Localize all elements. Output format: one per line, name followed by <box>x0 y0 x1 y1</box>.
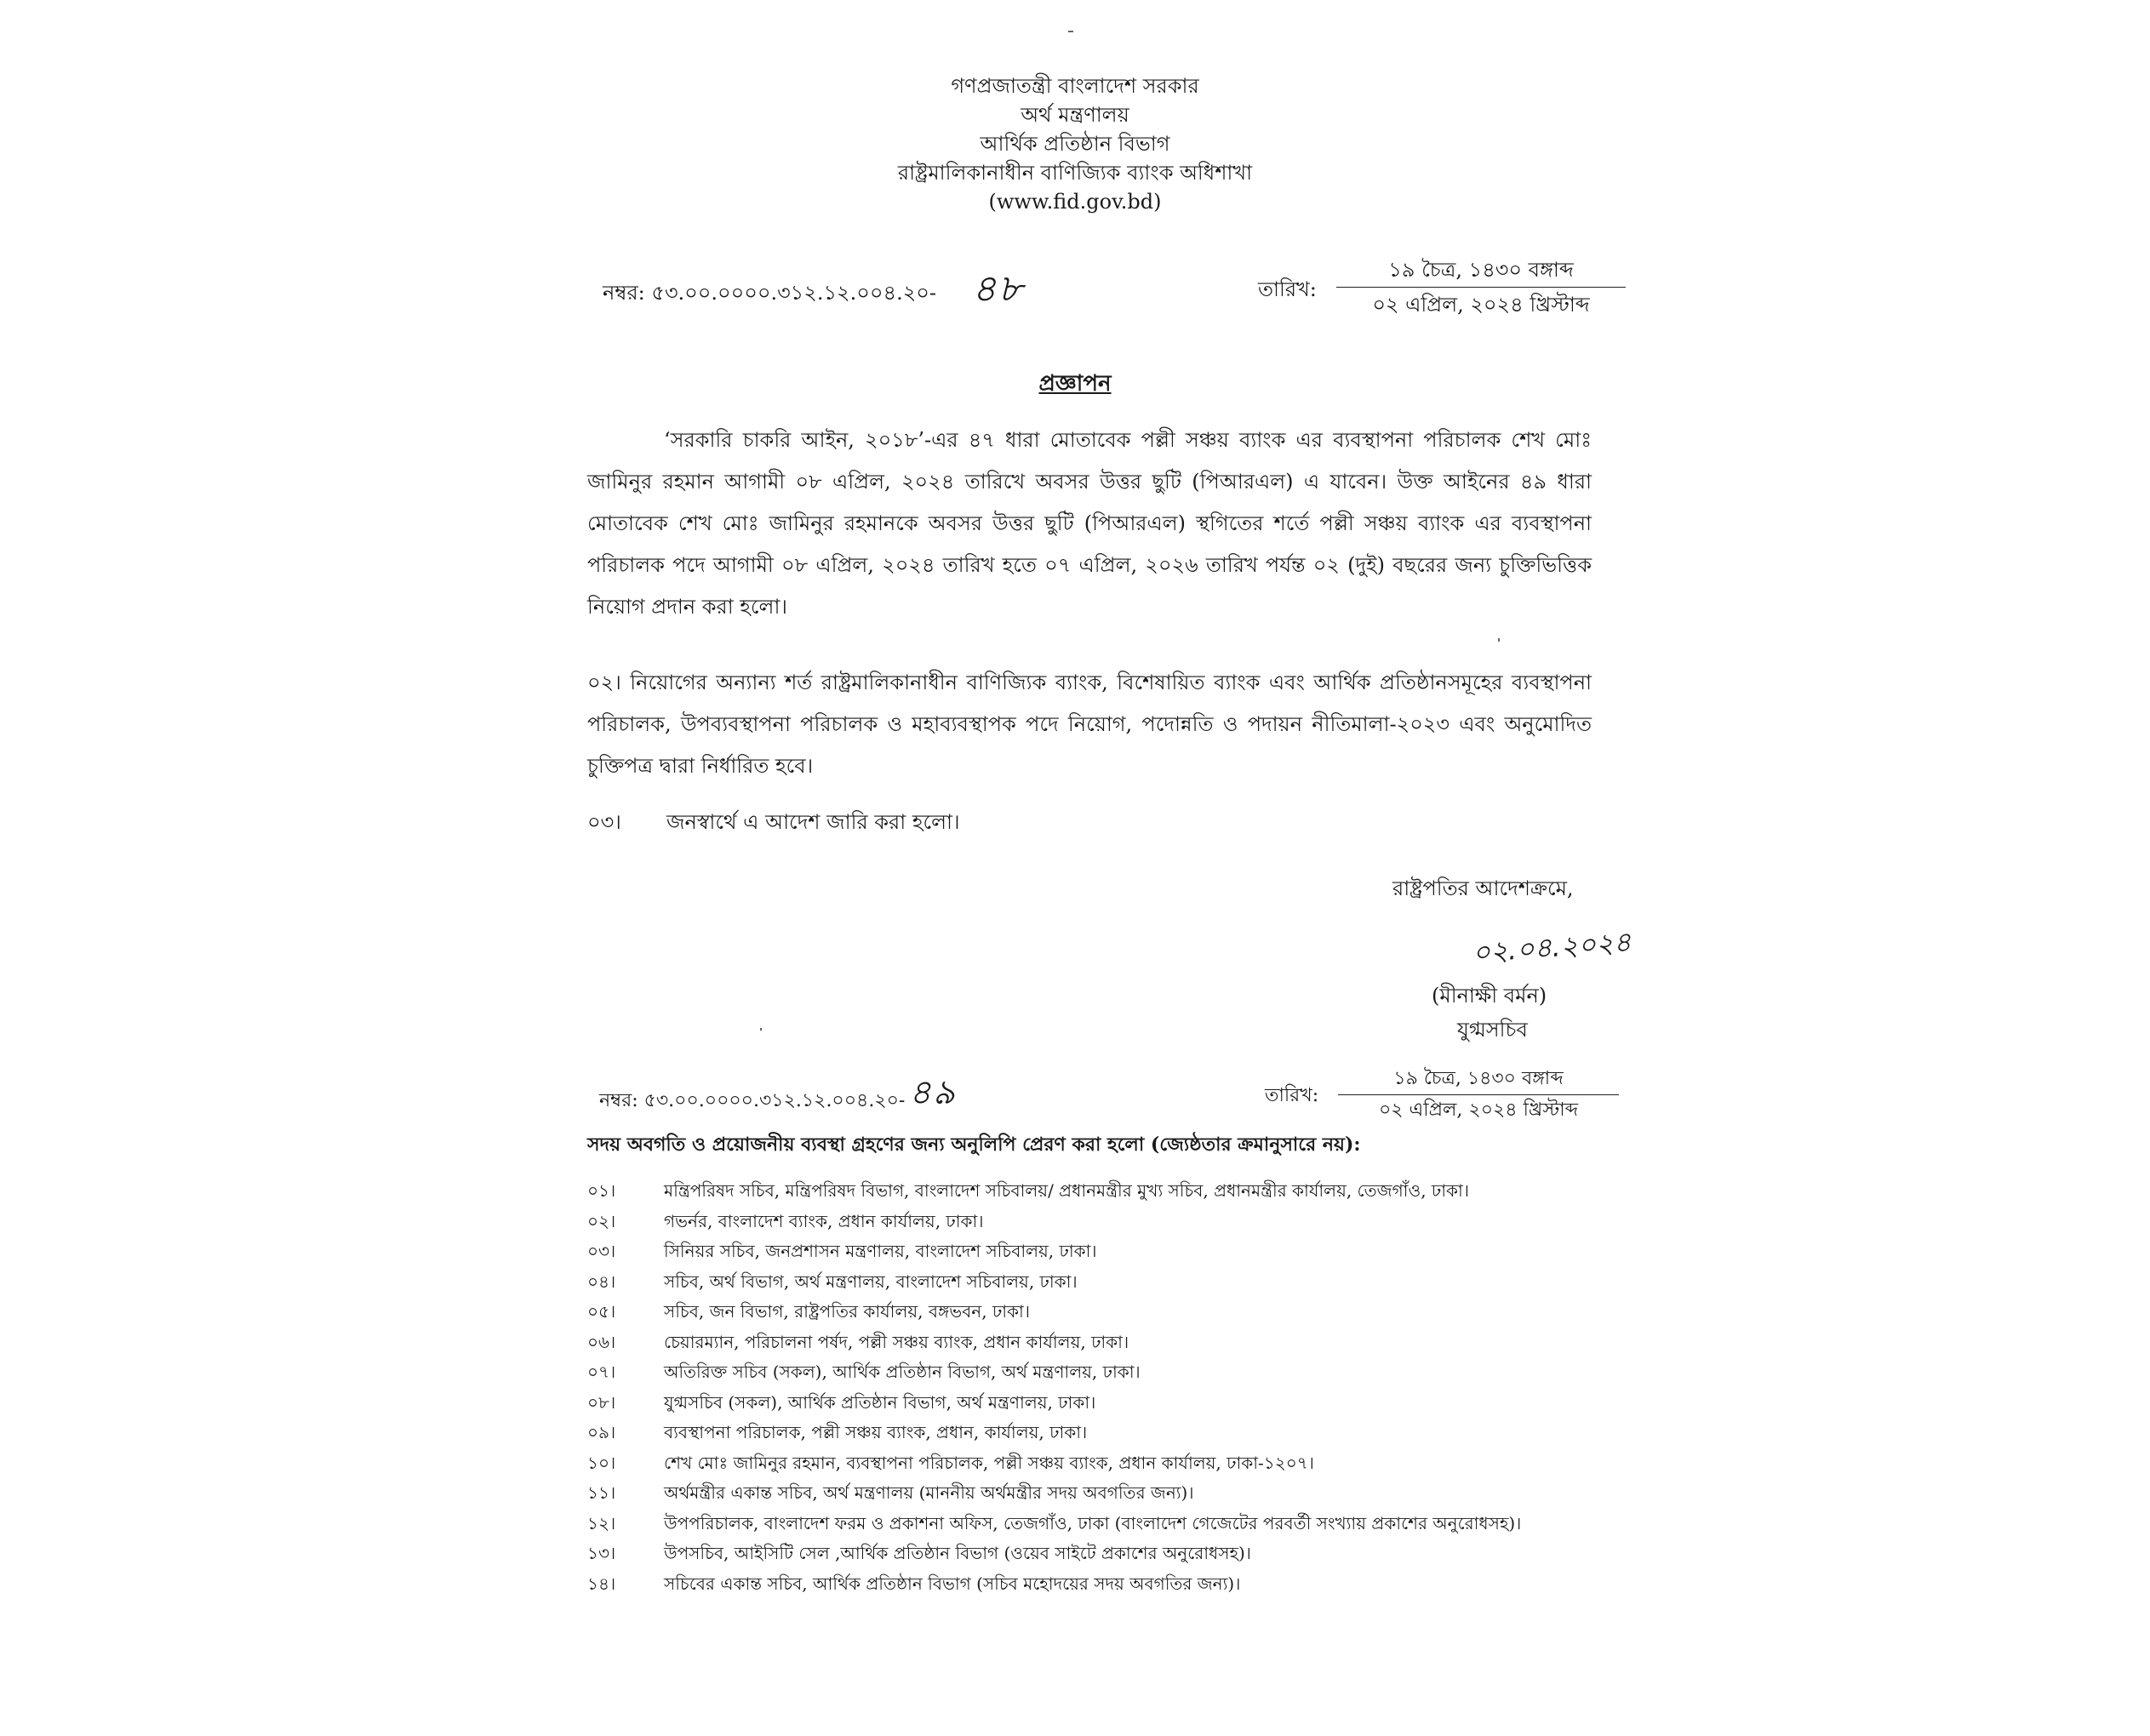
memo-date-english: ০২ এপ্রিল, ২০২৪ খ্রিস্টাব্দ <box>1372 293 1590 317</box>
header-division: আর্থিক প্রতিষ্ঠান বিভাগ <box>980 132 1170 156</box>
list-item-text: মন্ত্রিপরিষদ সচিব, মন্ত্রিপরিষদ বিভাগ, বাংলাদেশ সচিবালয়/ প্রধানমন্ত্রীর মুখ্য সচিব, প্রধানমন্ত্রীর কার্যালয়, তেজগাঁও, ঢাকা। <box>664 1180 1469 1201</box>
scan-mark <box>1068 31 1073 32</box>
copy-distribution-heading: সদয় অবগতি ও প্রয়োজনীয় ব্যবস্থা গ্রহণের জন্য অনুলিপি প্রেরণ করা হলো (জ্যেষ্ঠতার ক্রমানুসারে নয়): <box>587 1134 1361 1156</box>
paragraph-order-number: ০৩। <box>587 810 621 834</box>
copy-distribution-list <box>587 1176 1694 1599</box>
list-item <box>587 1478 1694 1509</box>
list-item-text: সিনিয়র সচিব, জনপ্রশাসন মন্ত্রণালয়, বাংলাদেশ সচিবালয়, ঢাকা। <box>664 1241 1097 1261</box>
list-item-number: ০৯। <box>587 1422 616 1442</box>
list-item-number: ১০। <box>587 1452 616 1473</box>
list-item-text: অতিরিক্ত সচিব (সকল), আর্থিক প্রতিষ্ঠান বিভাগ, অর্থ মন্ত্রণালয়, ঢাকা। <box>664 1362 1141 1382</box>
list-item-text: চেয়ারম্যান, পরিচালনা পর্ষদ, পল্লী সঞ্চয় ব্যাংক, প্রধান কার্যালয়, ঢাকা। <box>664 1331 1129 1352</box>
copy-memo-number-handwritten: ৪৯ <box>909 1073 957 1112</box>
list-item-text: অর্থমন্ত্রীর একান্ত সচিব, অর্থ মন্ত্রণালয় (মাননীয় অর্থমন্ত্রীর সদয় অবগতির জন্য)। <box>664 1482 1194 1503</box>
list-item-number: ০২। <box>587 1210 616 1231</box>
list-item-number: ১৪। <box>587 1573 616 1594</box>
list-item <box>587 1328 1694 1358</box>
header-government: গণপ্রজাতন্ত্রী বাংলাদেশ সরকার <box>951 74 1199 98</box>
copy-date-bangla: ১৯ চৈত্র, ১৪৩০ বঙ্গাব্দ <box>1393 1068 1564 1089</box>
memo-date-label: তারিখ: <box>1258 277 1317 301</box>
list-item <box>587 1297 1694 1328</box>
scan-mark <box>760 1028 762 1031</box>
list-item-text: উপপরিচালক, বাংলাদেশ ফরম ও প্রকাশনা অফিস, তেজগাঁও, ঢাকা (বাংলাদেশ গেজেটের পরবর্তী সংখ্যায় প্রকাশের অনুরোধসহ)। <box>664 1512 1522 1533</box>
list-item-text: সচিব, অর্থ বিভাগ, অর্থ মন্ত্রণালয়, বাংলাদেশ সচিবালয়, ঢাকা। <box>664 1271 1078 1292</box>
list-item <box>587 1569 1694 1600</box>
signatory-name: (মীনাক্ষী বর্মন) <box>1432 984 1547 1008</box>
list-item-text: শেখ মোঃ জামিনুর রহমান, ব্যবস্থাপনা পরিচালক, পল্লী সঞ্চয় ব্যাংক, প্রধান কার্যালয়, ঢাকা-১২০৭। <box>664 1452 1314 1473</box>
list-item-text: গভর্নর, বাংলাদেশ ব্যাংক, প্রধান কার্যালয়, ঢাকা। <box>664 1210 984 1231</box>
scan-mark <box>1498 638 1500 642</box>
list-item-number: ১৩। <box>587 1543 616 1563</box>
list-item <box>587 1539 1694 1569</box>
memo-date-bangla: ১৯ চৈত্র, ১৪৩০ বঙ্গাব্দ <box>1388 258 1574 282</box>
memo-date <box>1336 253 1626 322</box>
copy-date-english: ০২ এপ্রিল, ২০২৪ খ্রিস্টাব্দ <box>1378 1099 1579 1121</box>
presidential-order-line: রাষ্ট্রপতির আদেশক্রমে, <box>1392 877 1574 900</box>
list-item-number: ০৪। <box>587 1271 616 1292</box>
list-item-number: ০৬। <box>587 1331 616 1352</box>
list-item <box>587 1418 1694 1448</box>
list-item-text: সচিব, জন বিভাগ, রাষ্ট্রপতির কার্যালয়, বঙ্গভবন, ঢাকা। <box>664 1301 1030 1322</box>
list-item <box>587 1388 1694 1419</box>
list-item <box>587 1236 1694 1267</box>
list-item-number: ০৫। <box>587 1301 616 1322</box>
list-item-number: ০১। <box>587 1180 616 1201</box>
header-wing: রাষ্ট্রমালিকানাধীন বাণিজ্যিক ব্যাংক অধিশাখা <box>897 161 1253 185</box>
copy-memo-number-label: নম্বর: ৫৩.০০.০০০০.৩১২.১২.০০৪.২০- <box>599 1090 906 1111</box>
memo-number <box>603 277 936 311</box>
list-item <box>587 1509 1694 1539</box>
list-item <box>587 1207 1694 1237</box>
list-item-number: ০৩। <box>587 1241 616 1261</box>
list-item <box>587 1176 1694 1207</box>
page-title: প্রজ্ঞাপন <box>1038 371 1112 397</box>
list-item <box>587 1448 1694 1479</box>
list-item <box>587 1267 1694 1298</box>
paragraph-order: জনস্বার্থে এ আদেশ জারি করা হলো। <box>666 810 960 834</box>
signature-initial-date: ০২.০৪.২০২৪ <box>1471 925 1633 969</box>
list-item-number: ১২। <box>587 1512 616 1533</box>
header-website: (www.fid.gov.bd) <box>988 190 1162 214</box>
header-ministry: অর্থ মন্ত্রণালয় <box>1021 103 1129 127</box>
document-header <box>0 71 2150 216</box>
paragraph-conditions: ০২। নিয়োগের অন্যান্য শর্ত রাষ্ট্রমালিকানাধীন বাণিজ্যিক ব্যাংক, বিশেষায়িত ব্যাংক এবং আর্থিক প্রতিষ্ঠানসমূহের ব্যবস্থাপনা পরিচালক, উপব্যবস্থাপনা পরিচালক ও মহাব্যবস্থাপক পদে নিয়োগ, পদোন্নতি ও পদায়ন নীতিমালা-২০২৩ এবং অনুমোদিত চুক্তিপত্র দ্বারা নির্ধারিত হবে। <box>587 671 1592 778</box>
list-item <box>587 1357 1694 1388</box>
memo-number-label: নম্বর: ৫৩.০০.০০০০.৩১২.১২.০০৪.২০- <box>603 281 937 305</box>
signatory-designation: যুগ্মসচিব <box>1457 1018 1528 1042</box>
copy-date <box>1338 1064 1619 1126</box>
copy-date-label: তারিখ: <box>1265 1085 1319 1106</box>
list-item-number: ০৮। <box>587 1391 616 1413</box>
list-item-text: যুগ্মসচিব (সকল), আর্থিক প্রতিষ্ঠান বিভাগ, অর্থ মন্ত্রণালয়, ঢাকা। <box>664 1391 1096 1413</box>
list-item-number: ০৭। <box>587 1362 616 1382</box>
memo-number-handwritten: ৪৮ <box>972 267 1025 311</box>
list-item-number: ১১। <box>587 1482 616 1503</box>
list-item-text: সচিবের একান্ত সচিব, আর্থিক প্রতিষ্ঠান বিভাগ (সচিব মহোদয়ের সদয় অবগতির জন্য)। <box>664 1573 1241 1594</box>
list-item-text: ব্যবস্থাপনা পরিচালক, পল্লী সঞ্চয় ব্যাংক, প্রধান, কার্যালয়, ঢাকা। <box>664 1422 1088 1442</box>
paragraph-appointment: ‘সরকারি চাকরি আইন, ২০১৮’-এর ৪৭ ধারা মোতাবেক পল্লী সঞ্চয় ব্যাংক এর ব্যবস্থাপনা পরিচালক শেখ মোঃ জামিনুর রহমান আগামী ০৮ এপ্রিল, ২০২৪ তারিখে অবসর উত্তর ছুটি (পিআরএল) এ যাবেন। উক্ত আইনের ৪৯ ধারা মোতাবেক শেখ মোঃ জামিনুর রহমানকে অবসর উত্তর ছুটি (পিআরএল) স্থগিতের শর্তে পল্লী সঞ্চয় ব্যাংক এর ব্যবস্থাপনা পরিচালক পদে আগামী ০৮ এপ্রিল, ২০২৪ তারিখ হতে ০৭ এপ্রিল, ২০২৬ তারিখ পর্যন্ত ০২ (দুই) বছরের জন্য চুক্তিভিত্তিক নিয়োগ প্রদান করা হলো। <box>587 428 1592 619</box>
list-item-text: উপসচিব, আইসিটি সেল ,আর্থিক প্রতিষ্ঠান বিভাগ (ওয়েব সাইটে প্রকাশের অনুরোধসহ)। <box>664 1543 1251 1563</box>
